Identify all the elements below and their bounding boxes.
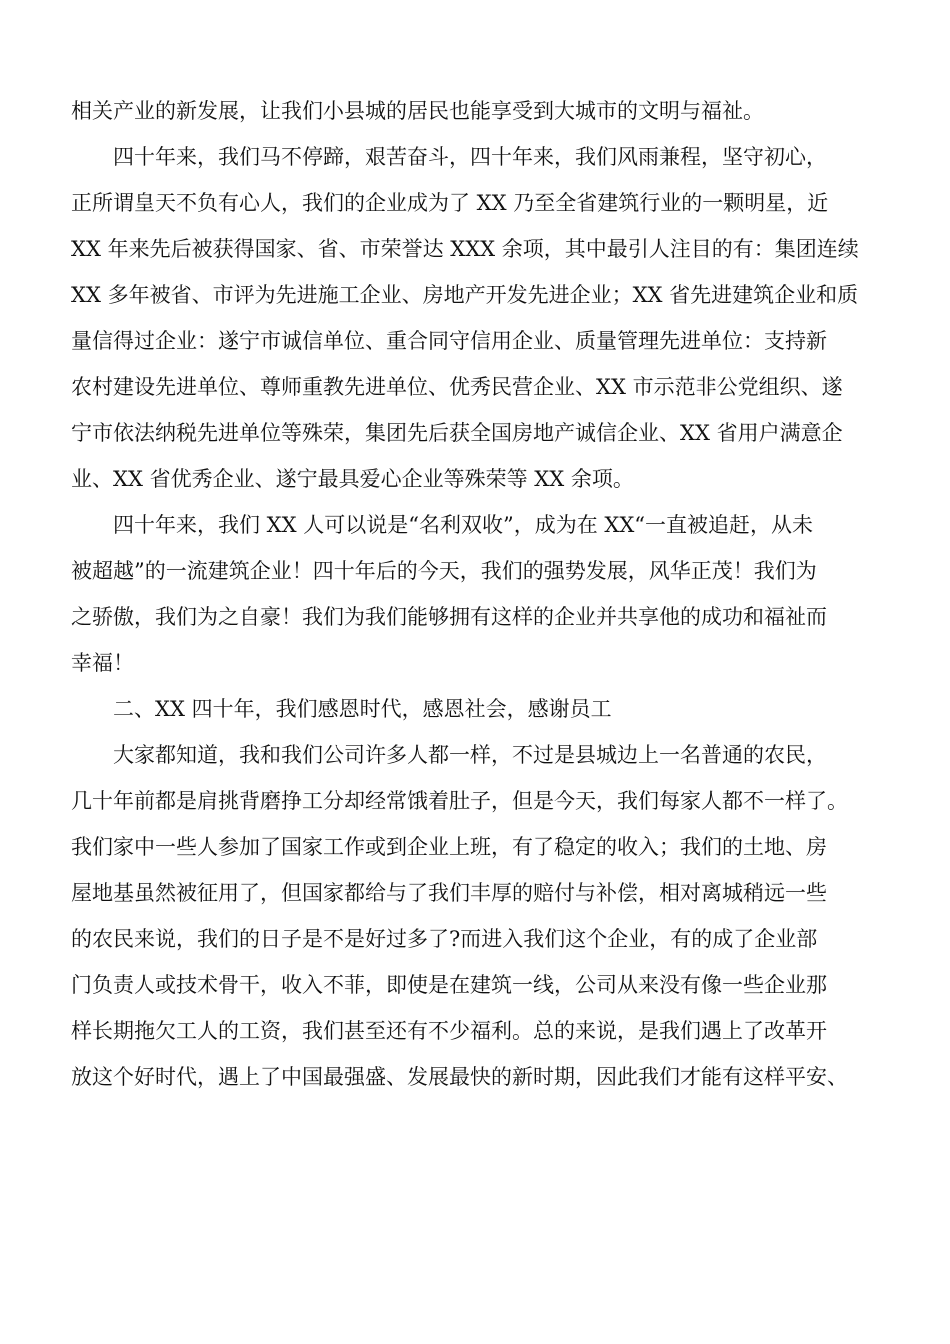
- text-line: 量信得过企业：遂宁市诚信单位、重合同守信用企业、质量管理先进单位：支持新: [71, 329, 827, 353]
- text-line: 我们家中一些人参加了国家工作或到企业上班，有了稳定的收入；我们的土地、房: [71, 835, 827, 859]
- text-line: 相关产业的新发展，让我们小县城的居民也能享受到大城市的文明与福祉。: [71, 99, 764, 123]
- text-line: 农村建设先进单位、尊师重教先进单位、优秀民营企业、XX 市示范非公党组织、遂: [71, 375, 843, 399]
- paragraph-start-line: 四十年来，我们 XX 人可以说是“名利双收”，成为在 XX“一直被追赶，从未: [113, 513, 814, 537]
- text-line: 放这个好时代，遇上了中国最强盛、发展最快的新时期，因此我们才能有这样平安、: [71, 1065, 848, 1089]
- text-line: 门负责人或技术骨干，收入不菲，即使是在建筑一线，公司从来没有像一些企业那: [71, 973, 827, 997]
- document-body: [71, 88, 891, 1100]
- text-line: 屋地基虽然被征用了，但国家都给与了我们丰厚的赔付与补偿，相对离城稍远一些: [71, 881, 827, 905]
- paragraph-start-line: 四十年来，我们马不停蹄，艰苦奋斗，四十年来，我们风雨兼程，坚守初心，: [113, 145, 827, 169]
- text-line: 正所谓皇天不负有心人，我们的企业成为了 XX 乃至全省建筑行业的一颗明星，近: [71, 191, 829, 215]
- text-line: XX 年来先后被获得国家、省、市荣誉达 XXX 余项，其中最引人注目的有：集团连续: [71, 237, 859, 261]
- section-heading: 二、XX 四十年，我们感恩时代，感恩社会，感谢员工: [113, 697, 612, 721]
- text-line: 幸福！: [71, 651, 134, 675]
- text-line: 被超越”的一流建筑企业！四十年后的今天，我们的强势发展，风华正茂！我们为: [71, 559, 817, 583]
- text-line: 样长期拖欠工人的工资，我们甚至还有不少福利。总的来说，是我们遇上了改革开: [71, 1019, 827, 1043]
- text-line: 之骄傲，我们为之自豪！我们为我们能够拥有这样的企业并共享他的成功和福祉而: [71, 605, 827, 629]
- text-line: 几十年前都是肩挑背磨挣工分却经常饿着肚子，但是今天，我们每家人都不一样了。: [71, 789, 848, 813]
- text-line: 宁市依法纳税先进单位等殊荣，集团先后获全国房地产诚信企业、XX 省用户满意企: [71, 421, 843, 445]
- paragraph-start-line: 大家都知道，我和我们公司许多人都一样，不过是县城边上一名普通的农民，: [113, 743, 827, 767]
- text-line: 的农民来说，我们的日子是不是好过多了?而进入我们这个企业，有的成了企业部: [71, 927, 818, 951]
- text-line: 业、XX 省优秀企业、遂宁最具爱心企业等殊荣等 XX 余项。: [71, 467, 634, 491]
- text-line: XX 多年被省、市评为先进施工企业、房地产开发先进企业；XX 省先进建筑企业和质: [71, 283, 859, 307]
